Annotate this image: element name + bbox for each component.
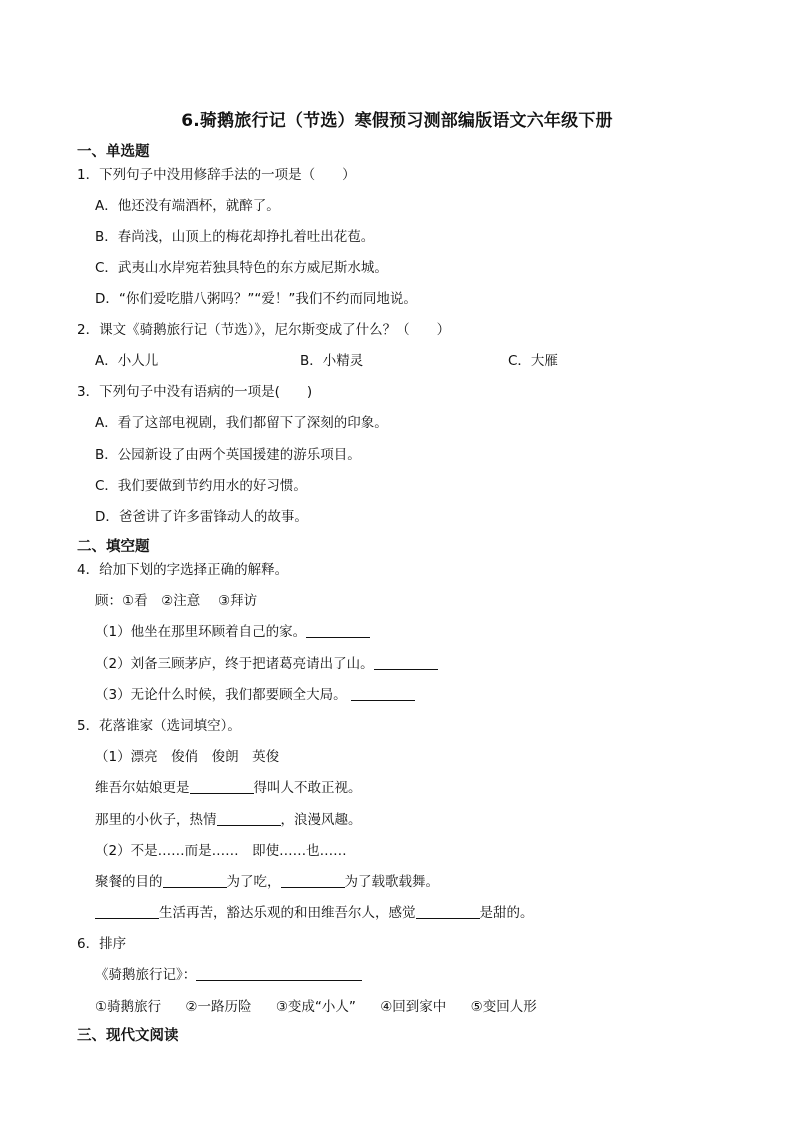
question-6-answer-line <box>95 966 362 984</box>
question-4-stem: 4．给加下划的字选择正确的解释。 <box>77 562 289 578</box>
sequence-item: ④回到家中 <box>380 999 447 1015</box>
question-6-stem: 6．排序 <box>77 936 127 952</box>
question-5-line-3-text-c: 为了载歌载舞。 <box>344 874 439 890</box>
answer-blank[interactable] <box>196 966 362 981</box>
question-3-option-d: D．爸爸讲了许多雷锋动人的故事。 <box>95 509 308 525</box>
sequence-item: ⑤变回人形 <box>470 999 537 1015</box>
page-title: 6.骑鹅旅行记（节选）寒假预习测部编版语文六年级下册 <box>181 111 613 131</box>
question-1-stem: 1．下列句子中没用修辞手法的一项是（ ） <box>77 167 356 183</box>
answer-blank[interactable] <box>281 873 345 888</box>
question-5-line-1 <box>95 779 362 797</box>
question-2-option-c: C．大雁 <box>508 353 558 369</box>
question-5-line-1-text-b: 得叫人不敢正视。 <box>253 780 362 796</box>
question-5-line-4 <box>95 904 534 922</box>
question-3-option-b: B．公园新设了由两个英国援建的游乐项目。 <box>95 447 361 463</box>
answer-blank[interactable] <box>351 686 415 701</box>
answer-blank[interactable] <box>163 873 227 888</box>
sequence-item: ①骑鹅旅行 <box>95 999 162 1015</box>
question-3-option-a: A．看了这部电视剧，我们都留下了深刻的印象。 <box>95 415 388 431</box>
answer-blank[interactable] <box>306 623 370 638</box>
question-4-item-2-text: （2）刘备三顾茅庐，终于把诸葛亮请出了山。 <box>95 656 374 672</box>
question-5-line-2-text-a: 那里的小伙子，热情 <box>95 812 217 828</box>
question-5-line-3-text-b: 为了吃， <box>226 874 281 890</box>
question-5-line-2 <box>95 811 362 829</box>
sequence-item: ③变成“小人” <box>275 999 356 1015</box>
question-1-option-c: C．武夷山水岸宛若独具特色的东方威尼斯水城。 <box>95 260 388 276</box>
question-6-label: 《骑鹅旅行记》： <box>95 967 197 983</box>
answer-blank[interactable] <box>217 811 281 826</box>
question-1-option-b: B．春尚浅，山顶上的梅花却挣扎着吐出花苞。 <box>95 229 375 245</box>
section-heading-fill-blank: 二、填空题 <box>77 539 150 555</box>
question-2-stem: 2．课文《骑鹅旅行记（节选）》，尼尔斯变成了什么？（ ） <box>77 322 451 338</box>
question-5-line-3-text-a: 聚餐的目的 <box>95 874 163 890</box>
question-5-line-2-text-b: ，浪漫风趣。 <box>280 812 362 828</box>
question-4-item-1-text: （1）他坐在那里环顾着自己的家。 <box>95 624 307 640</box>
question-5-line-3 <box>95 873 439 891</box>
question-1-option-a: A．他还没有端酒杯，就醉了。 <box>95 198 280 214</box>
question-5-stem: 5．花落谁家（选词填空）。 <box>77 718 241 734</box>
question-5-line-4-text-b: 生活再苦，豁达乐观的和田维吾尔人，感觉 <box>159 905 416 921</box>
question-1-option-d: D．“你们爱吃腊八粥吗？”“爱！”我们不约而同地说。 <box>95 291 417 307</box>
answer-blank[interactable] <box>95 904 159 919</box>
answer-blank[interactable] <box>190 779 254 794</box>
answer-blank[interactable] <box>374 655 438 670</box>
question-4-item-3 <box>95 686 415 704</box>
question-4-definitions: 顾：①看 ②注意 ③拜访 <box>95 593 258 609</box>
section-heading-single-choice: 一、单选题 <box>77 144 150 160</box>
question-6-items <box>95 998 537 1016</box>
question-2-option-b: B．小精灵 <box>300 353 364 369</box>
question-5-word-list-1: （1）漂亮 俊俏 俊朗 英俊 <box>95 749 280 765</box>
question-4-item-1 <box>95 623 370 641</box>
section-heading-modern-reading: 三、现代文阅读 <box>77 1028 179 1044</box>
question-4-item-2 <box>95 655 438 673</box>
question-2-option-a: A．小人儿 <box>95 353 159 369</box>
question-3-option-c: C．我们要做到节约用水的好习惯。 <box>95 478 307 494</box>
sequence-item: ②一路历险 <box>185 999 252 1015</box>
question-5-line-4-text-c: 是甜的。 <box>479 905 534 921</box>
question-4-item-3-text: （3）无论什么时候，我们都要顾全大局。 <box>95 687 351 703</box>
question-5-line-1-text-a: 维吾尔姑娘更是 <box>95 780 190 796</box>
question-5-word-list-2: （2）不是……而是…… 即使……也…… <box>95 843 347 859</box>
question-3-stem: 3．下列句子中没有语病的一项是( ) <box>77 384 313 400</box>
question-2-options <box>0 352 794 370</box>
answer-blank[interactable] <box>416 904 480 919</box>
